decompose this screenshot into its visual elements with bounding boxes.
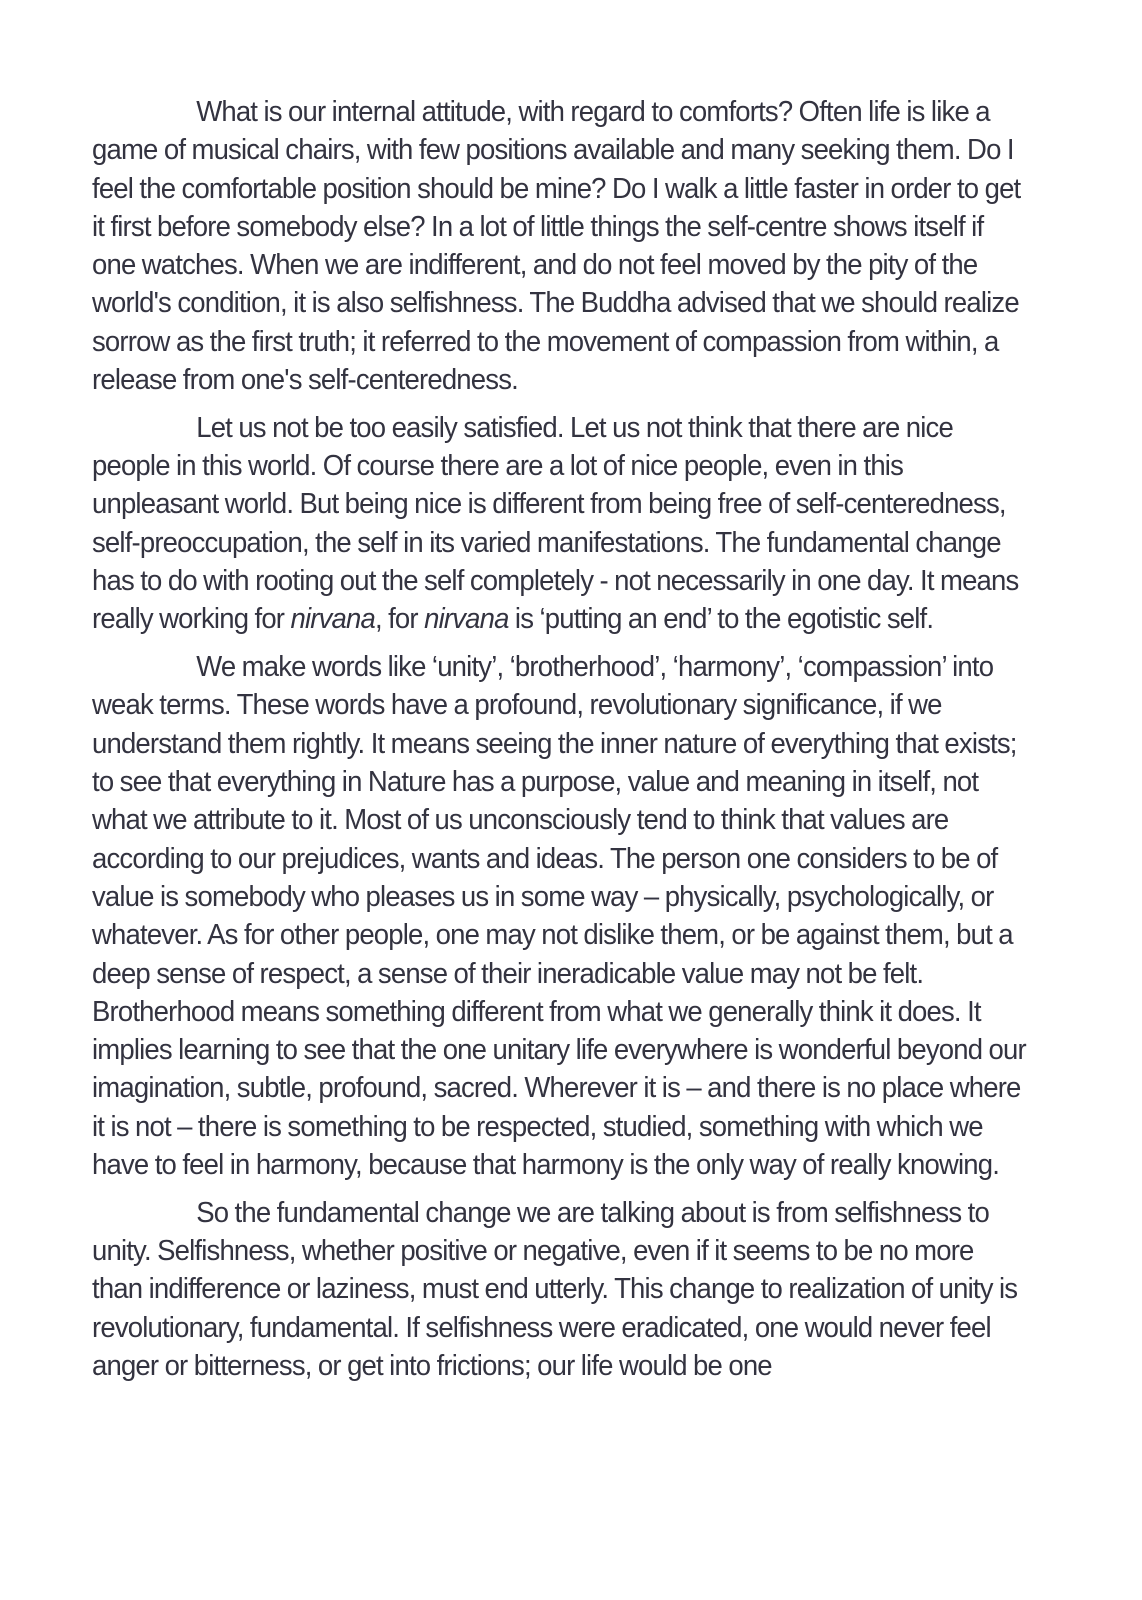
paragraph-brotherhood-text: We make words like ‘unity’, ‘brotherhood’, ‘harmony’, ‘compassion’ into weak terms. These words have a profound, revolutionary significance, if we understand them rightly. It means seeing the inner nature of everything that exists; to see that everything in Nature has a purpose, value and meaning in itself, not what we attribute to it. Most of us unconsciously tend to think that values are according to our prejudices, wants and ideas. The person one considers to be of value is somebody who pleases us in some way – physically, psychologically, or whatever. As for other people, one may not dislike them, or be against them, but a deep sense of respect, a sense of their ineradicable value may not be felt. Brotherhood means something different from what we generally think it does. It implies learning to see that the one unitary life everywhere is wonderful beyond our imagination, subtle, profound, sacred. Wherever it is – and there is no place where it is not – there is something to be respected, studied, something with which we have to feel in harmony, because that harmony is the only way of really knowing. [92,651,1026,1182]
paragraph-satisfied [92,409,1026,639]
paragraph-comforts [92,93,1026,399]
nirvana-emphasis-2: nirvana [424,603,509,636]
nirvana-emphasis-1: nirvana [290,603,375,636]
paragraph-unity [92,1194,1026,1385]
paragraph-satisfied-text-2: , for [374,603,425,636]
paragraph-satisfied-text-3: is ‘putting an end’ to the egotistic self. [508,603,934,636]
document-page [92,93,1026,1395]
paragraph-brotherhood [92,648,1026,1184]
paragraph-comforts-text: What is our internal attitude, with regard to comforts? Often life is like a game of musical chairs, with few positions available and many seeking them. Do I feel the comfortable position should be mine? Do I walk a little faster in order to get it first before somebody else? In a lot of little things the self-centre shows itself if one watches. When we are indifferent, and do not feel moved by the pity of the world's condition, it is also selfishness. The Buddha advised that we should realize sorrow as the first truth; it referred to the movement of compassion from within, a release from one's self-centeredness. [92,96,1021,397]
paragraph-satisfied-text-1: Let us not be too easily satisfied. Let us not think that there are nice people in this world. Of course there are a lot of nice people, even in this unpleasant world. But being nice is different from being free of self-centeredness, self-preoccupation, the self in its varied manifestations. The fundamental change has to do with rooting out the self completely - not necessarily in one day. It means really working for [92,411,1019,636]
paragraph-unity-text: So the fundamental change we are talking about is from selfishness to unity. Selfishness, whether positive or negative, even if it seems to be no more than indifference or laziness, must end utterly. This change to realization of unity is revolutionary, fundamental. If selfishness were eradicated, one would never feel anger or bitterness, or get into frictions; our life would be one [92,1196,1018,1382]
